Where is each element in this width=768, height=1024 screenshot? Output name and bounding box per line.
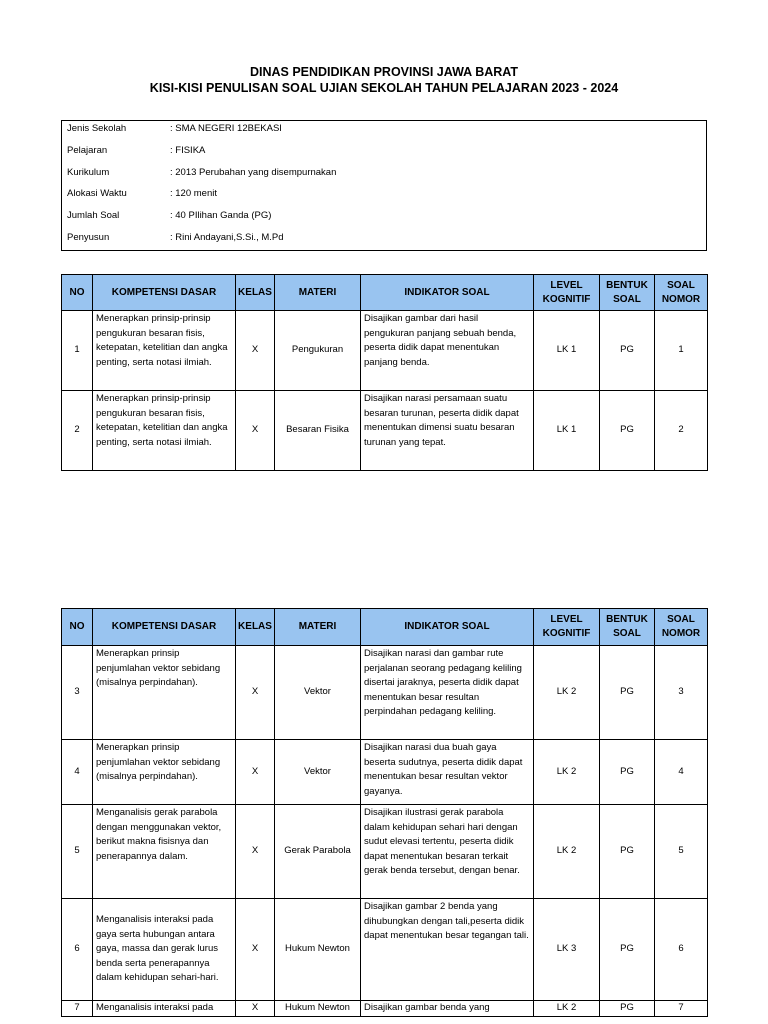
table-row [62,899,708,1001]
info-box [61,120,707,251]
cell-kompetensi: Menerapkan prinsip-prinsip pengukuran besaran fisis, ketepatan, ketelitian dan angka penting, serta notasi ilmiah. [93,391,236,471]
col-nomor-line2: NOMOR [661,293,701,305]
cell-nomor: 5 [655,805,708,899]
cell-kelas: X [236,899,275,1001]
cell-no: 1 [62,311,93,391]
cell-no: 6 [62,899,93,1001]
col-level-line2: KOGNITIF [542,293,591,305]
cell-nomor: 6 [655,899,708,1001]
col-kompetensi: KOMPETENSI DASAR [93,609,236,646]
col-bentuk [600,609,655,646]
cell-level: LK 1 [534,391,600,471]
cell-kelas: X [236,740,275,805]
cell-kelas: X [236,311,275,391]
col-kompetensi: KOMPETENSI DASAR [93,275,236,311]
table-header-row [62,275,708,311]
cell-materi: Besaran Fisika [275,391,361,471]
cell-indikator: Disajikan gambar benda yang [361,1001,534,1017]
cell-level: LK 2 [534,646,600,740]
info-label: Kurikulum [67,167,110,178]
cell-indikator: Disajikan gambar dari hasil pengukuran panjang sebuah benda, peserta didik dapat menentukan panjang benda. [361,311,534,391]
kisi-table-1 [61,274,708,471]
cell-indikator: Disajikan narasi dan gambar rute perjalanan seorang pedagang keliling disertai jaraknya, peserta didik dapat menentukan besar resultan perpindahan pedagang keliling. [361,646,534,740]
col-kelas: KELAS [236,609,275,646]
col-no: NO [62,609,93,646]
col-level-line1: LEVEL [550,614,583,625]
info-value: : SMA NEGERI 12BEKASI [170,123,282,134]
cell-kelas: X [236,391,275,471]
table-row [62,805,708,899]
col-indikator: INDIKATOR SOAL [361,609,534,646]
cell-kompetensi: Menganalisis gerak parabola dengan menggunakan vektor, berikut makna fisisnya dan penerapannya dalam. [93,805,236,899]
table-row [62,311,708,391]
cell-no: 3 [62,646,93,740]
table-row [62,740,708,805]
col-bentuk [600,275,655,311]
cell-materi: Pengukuran [275,311,361,391]
cell-no: 2 [62,391,93,471]
cell-kompetensi: Menganalisis interaksi pada gaya serta hubungan antara gaya, massa dan gerak lurus benda serta penerapannya dalam kehidupan sehari-hari. [93,899,236,1001]
cell-nomor: 3 [655,646,708,740]
col-nomor-line1: SOAL [667,279,695,291]
cell-level: LK 2 [534,1001,600,1017]
cell-materi: Hukum Newton [275,899,361,1001]
cell-bentuk: PG [600,899,655,1001]
col-bentuk-line1: BENTUK [606,614,648,625]
cell-bentuk: PG [600,391,655,471]
info-label: Penyusun [67,232,110,243]
cell-materi: Hukum Newton [275,1001,361,1017]
cell-bentuk: PG [600,805,655,899]
cell-bentuk: PG [600,740,655,805]
cell-level: LK 3 [534,899,600,1001]
table-row [62,391,708,471]
cell-bentuk: PG [600,1001,655,1017]
document-title: DINAS PENDIDIKAN PROVINSI JAWA BARAT [249,65,519,79]
col-nomor-line1: SOAL [667,614,695,625]
col-indikator: INDIKATOR SOAL [361,275,534,311]
cell-nomor: 2 [655,391,708,471]
cell-materi: Vektor [275,740,361,805]
cell-indikator: Disajikan gambar 2 benda yang dihubungkan dengan tali,peserta didik dapat menentukan besar tegangan tali. [361,899,534,1001]
col-kelas: KELAS [236,275,275,311]
cell-indikator: Disajikan narasi dua buah gaya beserta sudutnya, peserta didik dapat menentukan besar resultan vektor gayanya. [361,740,534,805]
cell-kompetensi: Menganalisis interaksi pada [93,1001,236,1017]
cell-materi: Vektor [275,646,361,740]
cell-kelas: X [236,805,275,899]
table-row [62,646,708,740]
cell-indikator: Disajikan narasi persamaan suatu besaran turunan, peserta didik dapat menentukan dimensi suatu besaran turunan yang tepat. [361,391,534,471]
cell-no: 4 [62,740,93,805]
cell-nomor: 1 [655,311,708,391]
col-materi: MATERI [275,275,361,311]
col-level [534,275,600,311]
info-label: Alokasi Waktu [67,188,127,199]
info-value: : 40 PIlihan Ganda (PG) [170,210,272,221]
cell-level: LK 2 [534,740,600,805]
cell-bentuk: PG [600,311,655,391]
col-materi: MATERI [275,609,361,646]
col-no: NO [62,275,93,311]
cell-bentuk: PG [600,646,655,740]
table-header-row [62,609,708,646]
cell-no: 5 [62,805,93,899]
cell-no: 7 [62,1001,93,1017]
info-value: : Rini Andayani,S.Si., M.Pd [170,232,284,243]
info-label: Pelajaran [67,145,108,156]
cell-level: LK 2 [534,805,600,899]
col-bentuk-line1: BENTUK [606,279,648,291]
col-nomor [655,275,708,311]
info-label: Jenis Sekolah [67,123,127,134]
info-value: : FISIKA [170,145,206,156]
cell-kompetensi: Menerapkan prinsip penjumlahan vektor sebidang (misalnya perpindahan). [93,740,236,805]
cell-kelas: X [236,646,275,740]
kisi-table-2 [61,608,708,1017]
col-bentuk-line2: SOAL [613,628,641,639]
cell-nomor: 4 [655,740,708,805]
col-level-line1: LEVEL [550,279,583,291]
cell-kompetensi: Menerapkan prinsip-prinsip pengukuran besaran fisis, ketepatan, ketelitian dan angka penting, serta notasi ilmiah. [93,311,236,391]
info-value: : 2013 Perubahan yang disempurnakan [170,167,337,178]
cell-kompetensi: Menerapkan prinsip penjumlahan vektor sebidang (misalnya perpindahan). [93,646,236,740]
cell-materi: Gerak Parabola [275,805,361,899]
col-nomor-line2: NOMOR [661,628,701,639]
col-level [534,609,600,646]
cell-level: LK 1 [534,311,600,391]
col-level-line2: KOGNITIF [542,628,591,639]
info-value: : 120 menit [170,188,217,199]
col-nomor [655,609,708,646]
cell-indikator: Disajikan ilustrasi gerak parabola dalam kehidupan sehari hari dengan sudut elevasi tertentu, peserta didik dapat menentukan besaran terkait gerak benda tersebut, dengan benar. [361,805,534,899]
cell-nomor: 7 [655,1001,708,1017]
col-bentuk-line2: SOAL [613,293,641,305]
info-label: Jumlah Soal [67,210,120,221]
document-subtitle: KISI-KISI PENULISAN SOAL UJIAN SEKOLAH TAHUN PELAJARAN 2023 - 2024 [149,81,619,95]
table-row [62,1001,708,1017]
cell-kelas: X [236,1001,275,1017]
